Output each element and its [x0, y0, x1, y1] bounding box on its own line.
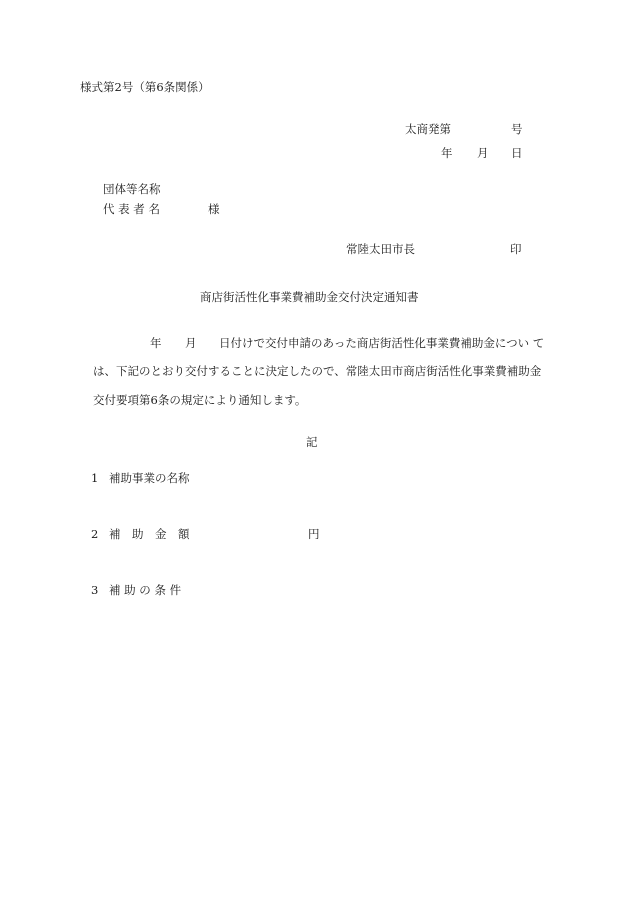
- body-line-3: 交付要項第6条の規定により通知します。: [93, 393, 307, 407]
- body-year: 年: [150, 336, 162, 350]
- form-number: 様式第2号（第6条関係）: [80, 80, 210, 94]
- date-month: 月: [477, 146, 489, 160]
- item-2-number: 2: [91, 527, 99, 541]
- issue-number-suffix: 号: [511, 122, 523, 136]
- date-year: 年: [441, 146, 453, 160]
- item-1-number: 1: [91, 471, 99, 485]
- item-3-number: 3: [91, 583, 99, 597]
- body-line-2: は、下記のとおり交付することに決定したので、常陸太田市商店街活性化事業費補助金: [93, 364, 542, 378]
- issuer-name: 常陸太田市長: [346, 242, 415, 256]
- document-title: 商店街活性化事業費補助金交付決定通知書: [200, 290, 419, 304]
- item-2-unit: 円: [308, 527, 320, 541]
- seal-mark: 印: [510, 242, 522, 256]
- body-line-1: 日付けで交付申請のあった商店街活性化事業費補助金につい て: [219, 336, 545, 350]
- organization-label: 団体等名称: [103, 182, 161, 196]
- body-month: 月: [185, 336, 197, 350]
- representative-label: 代 表 者 名: [103, 202, 160, 216]
- date-day: 日: [511, 146, 523, 160]
- item-1-label: 補助事業の名称: [109, 471, 190, 485]
- item-3-label: 補 助 の 条 件: [109, 583, 182, 597]
- honorific: 様: [208, 202, 220, 216]
- issue-number-prefix: 太商発第: [405, 122, 451, 136]
- item-2-label: 補 助 金 額: [109, 527, 190, 541]
- ki-heading: 記: [306, 435, 318, 449]
